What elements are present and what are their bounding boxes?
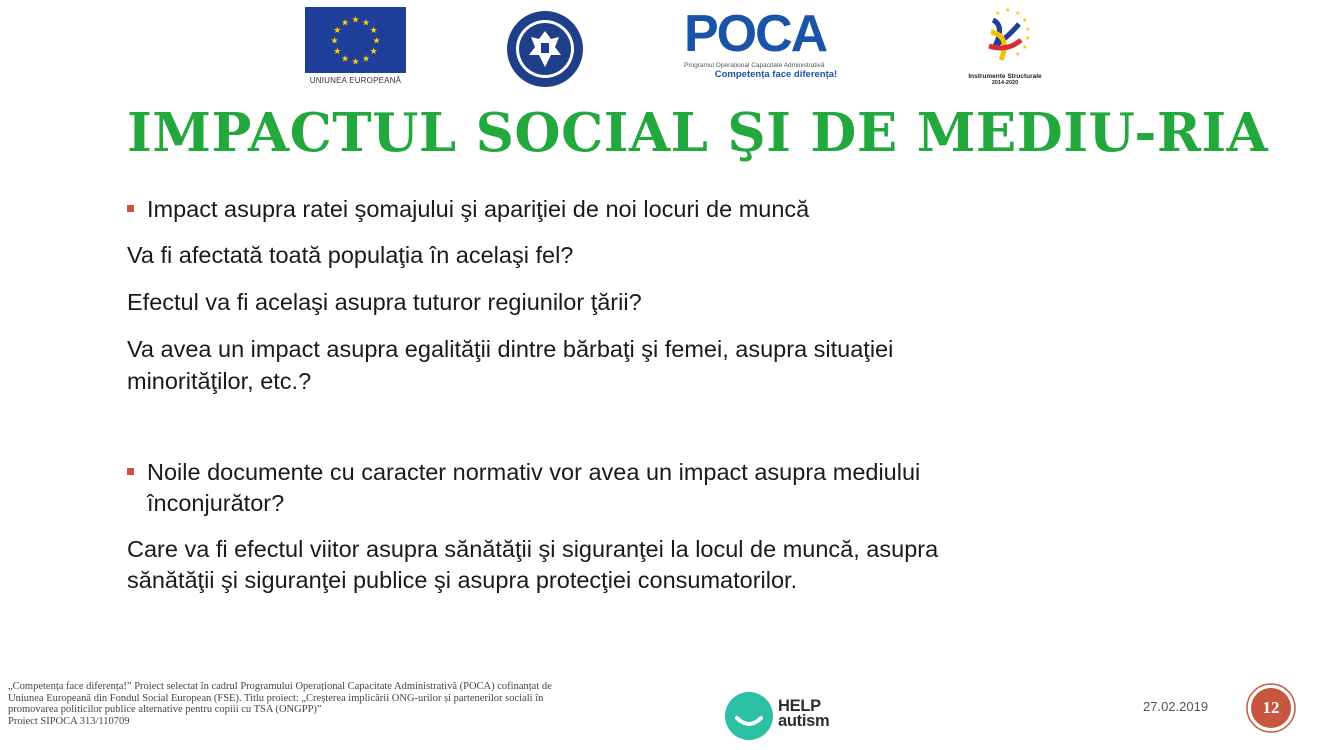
instrumente-structurale-logo bbox=[962, 6, 1048, 90]
svg-text:★: ★ bbox=[1022, 18, 1028, 24]
svg-text:★: ★ bbox=[369, 46, 378, 56]
poca-subtitle: Programul Operațional Capacitate Administrativă bbox=[684, 62, 825, 69]
is-caption: Instrumente Structurale bbox=[968, 73, 1042, 80]
autism-text: autism bbox=[778, 712, 830, 730]
svg-text:★: ★ bbox=[1025, 27, 1031, 33]
paragraph: minorităţilor, etc.? bbox=[127, 368, 312, 394]
svg-text:★: ★ bbox=[351, 56, 360, 67]
eu-flag-logo bbox=[305, 7, 406, 87]
svg-text:★: ★ bbox=[351, 14, 360, 25]
poca-slogan: Competența face diferența! bbox=[714, 69, 838, 80]
paragraph: Va avea un impact asupra egalităţii dintre bărbaţi şi femei, asupra situaţiei bbox=[127, 336, 894, 362]
poca-wordmark: POCA bbox=[684, 5, 827, 63]
svg-text:★: ★ bbox=[1022, 45, 1028, 51]
footer-note-line: Proiect SIPOCA 313/110709 bbox=[8, 715, 130, 727]
bullet-text: Noile documente cu caracter normativ vor avea un impact asupra mediului bbox=[147, 459, 921, 485]
structural-instruments-icon bbox=[975, 6, 1035, 68]
paragraph: sănătăţii şi siguranţei publice şi asupra protecţiei consumatorilor. bbox=[127, 567, 798, 593]
svg-text:★: ★ bbox=[340, 53, 350, 64]
eu-caption: UNIUNEA EUROPEANĂ bbox=[309, 76, 402, 85]
bullet-item bbox=[127, 457, 920, 488]
bullet-square-icon bbox=[127, 468, 134, 475]
footer-note-line: promovarea politicilor publice alternative pentru copiii cu TSA (ONGPP)” bbox=[8, 704, 322, 716]
help-autism-text bbox=[778, 699, 829, 729]
bullet-item bbox=[127, 194, 809, 225]
svg-text:★: ★ bbox=[1015, 11, 1021, 17]
help-autism-logo bbox=[724, 690, 844, 740]
svg-text:★: ★ bbox=[333, 25, 342, 35]
svg-text:★: ★ bbox=[369, 25, 378, 35]
help-autism-icon bbox=[724, 690, 776, 740]
footer-note bbox=[8, 681, 688, 727]
help-text: HELP bbox=[778, 697, 821, 715]
svg-text:★: ★ bbox=[1025, 36, 1031, 42]
svg-text:★: ★ bbox=[340, 17, 350, 28]
slide-date: 27.02.2019 bbox=[1143, 699, 1209, 714]
page-number: 12 bbox=[1262, 698, 1280, 717]
svg-text:★: ★ bbox=[995, 11, 1001, 17]
paragraph: Efectul va fi acelaşi asupra tuturor regiunilor ţării? bbox=[127, 289, 642, 315]
bullet-continuation: înconjurător? bbox=[147, 490, 285, 516]
footer-note-line: „Competența face diferența!” Proiect selectat în cadrul Programului Operațional Capacitate Administrativă (POCA) cofinanțat de bbox=[8, 681, 552, 692]
bullet-square-icon bbox=[127, 205, 134, 212]
poca-logo bbox=[684, 5, 868, 86]
svg-text:★: ★ bbox=[361, 17, 371, 28]
guvernul-romaniei-seal bbox=[505, 9, 585, 89]
paragraph: Va fi afectată toată populaţia în acelaşi fel? bbox=[127, 242, 574, 268]
paragraph: Care va fi efectul viitor asupra sănătăţii şi siguranţei la locul de muncă, asupra bbox=[127, 536, 939, 562]
svg-text:★: ★ bbox=[330, 35, 339, 46]
svg-text:★: ★ bbox=[1005, 8, 1011, 14]
page-number-badge bbox=[1246, 683, 1296, 733]
is-years: 2014-2020 bbox=[991, 80, 1019, 86]
slide-title: IMPACTUL SOCIAL ŞI DE MEDIU-RIA bbox=[127, 102, 1269, 164]
government-seal-icon bbox=[505, 9, 585, 89]
footer-note-line: Uniunea Europeană din Fondul Social European (FSE). Titlu proiect: „Creșterea implicării ONG-urilor și partenerilor sociali în bbox=[8, 692, 544, 704]
eu-flag-icon bbox=[305, 7, 406, 73]
svg-text:★: ★ bbox=[1015, 52, 1021, 58]
svg-text:★: ★ bbox=[333, 46, 342, 56]
svg-text:★: ★ bbox=[372, 35, 381, 46]
bullet-text: Impact asupra ratei şomajului şi apariţiei de noi locuri de muncă bbox=[147, 196, 810, 222]
svg-text:★: ★ bbox=[361, 53, 371, 64]
